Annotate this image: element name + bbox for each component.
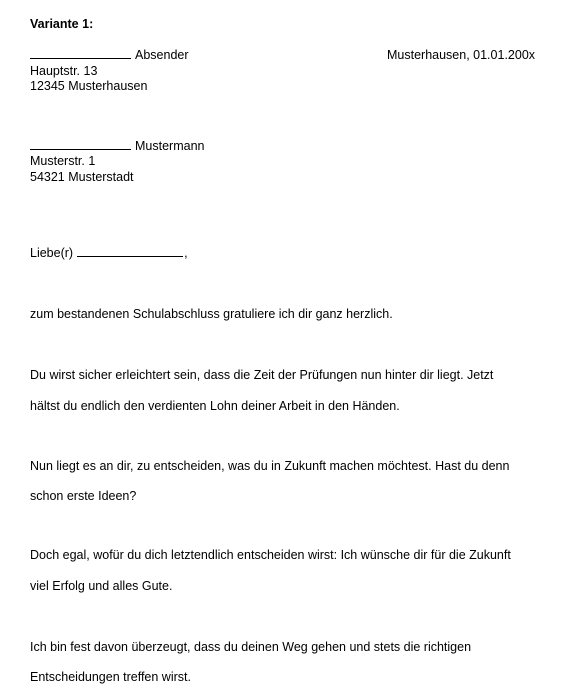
body-line: viel Erfolg und alles Gute.: [30, 579, 173, 593]
body-line: hältst du endlich den verdienten Lohn deiner Arbeit in den Händen.: [30, 399, 400, 413]
body-line: zum bestandenen Schulabschluss gratuliere ich dir ganz herzlich.: [30, 307, 393, 321]
salutation-suffix: ,: [184, 246, 188, 260]
recipient-label: Mustermann: [135, 139, 205, 153]
sender-line: [30, 47, 189, 63]
place-date: Musterhausen, 01.01.200x: [387, 48, 536, 62]
body-line: Doch egal, wofür du dich letztendlich entscheiden wirst: Ich wünsche dir für die Zukunft: [30, 548, 511, 562]
sender-label: Absender: [135, 48, 189, 62]
body-line: schon erste Ideen?: [30, 489, 137, 503]
salutation-blank-line: [77, 245, 183, 257]
sender-city: 12345 Musterhausen: [30, 79, 148, 93]
body-line: Du wirst sicher erleichtert sein, dass die Zeit der Prüfungen nun hinter dir liegt. Jetzt: [30, 368, 494, 382]
body-line: Ich bin fest davon überzeugt, dass du deinen Weg gehen und stets die richtigen: [30, 640, 472, 654]
recipient-blank-line: [30, 138, 131, 150]
recipient-city: 54321 Musterstadt: [30, 170, 134, 184]
sender-blank-line: [30, 47, 131, 59]
document-heading: Variante 1:: [30, 17, 94, 31]
salutation-prefix: Liebe(r): [30, 246, 74, 260]
body-line: Entscheidungen treffen wirst.: [30, 670, 191, 684]
salutation: [30, 245, 188, 261]
sender-street: Hauptstr. 13: [30, 64, 98, 78]
recipient-street: Musterstr. 1: [30, 154, 96, 168]
body-line: Nun liegt es an dir, zu entscheiden, was du in Zukunft machen möchtest. Hast du denn: [30, 459, 510, 473]
recipient-line: [30, 138, 204, 154]
